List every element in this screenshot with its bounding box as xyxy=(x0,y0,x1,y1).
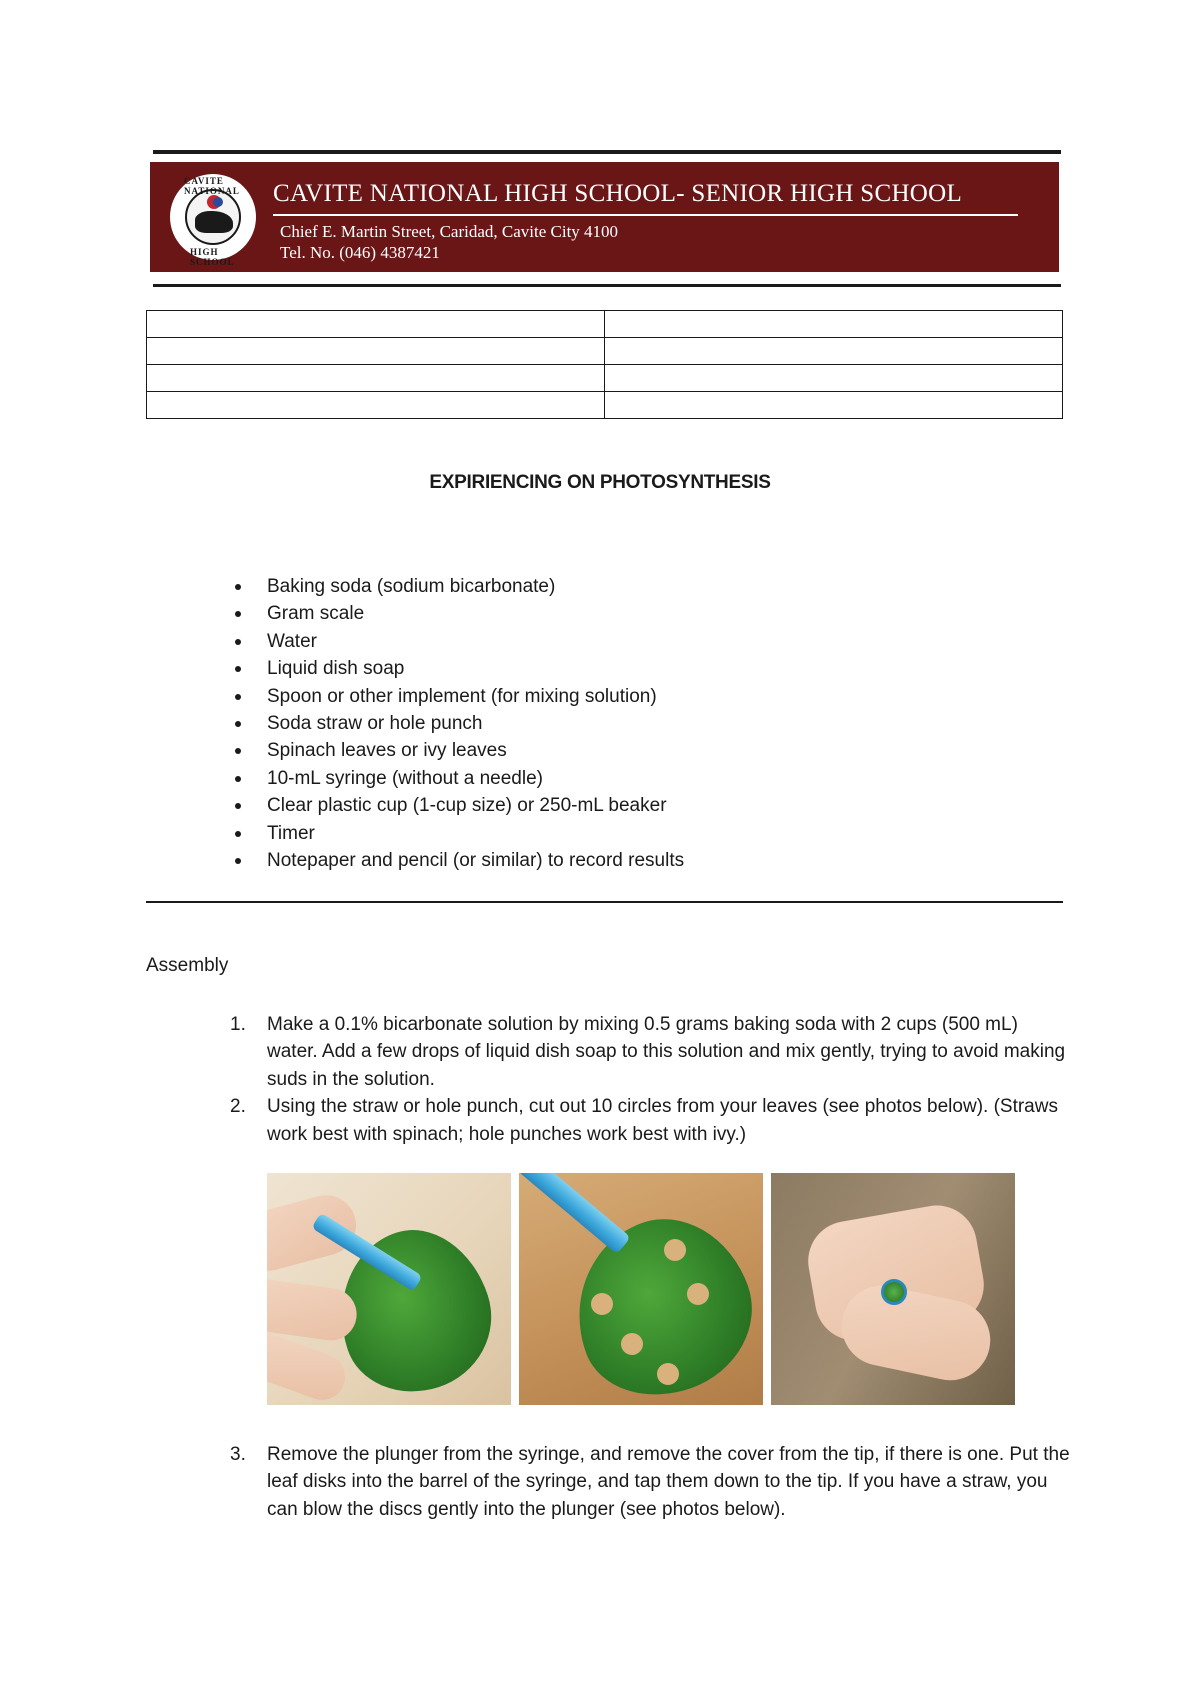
info-cell[interactable] xyxy=(147,338,605,365)
document-title: EXPIRIENCING ON PHOTOSYNTHESIS xyxy=(429,472,771,493)
step-number: 3. xyxy=(230,1444,246,1465)
list-item xyxy=(230,1093,1070,1148)
step-number: 1. xyxy=(230,1014,246,1035)
school-seal-icon xyxy=(170,174,256,267)
banner-rule xyxy=(273,214,1018,216)
photo-leaf-with-holes xyxy=(519,1173,763,1405)
table-row xyxy=(147,365,1063,392)
info-cell[interactable] xyxy=(605,392,1063,419)
school-telephone: Tel. No. (046) 4387421 xyxy=(280,243,440,262)
list-item: Liquid dish soap xyxy=(235,655,684,682)
list-item: Gram scale xyxy=(235,600,684,627)
school-address: Chief E. Martin Street, Caridad, Cavite City 4100 xyxy=(280,222,619,241)
list-item: Baking soda (sodium bicarbonate) xyxy=(235,573,684,600)
list-item: Notepaper and pencil (or similar) to record results xyxy=(235,847,684,874)
step-text: Remove the plunger from the syringe, and remove the cover from the tip, if there is one. Put the leaf disks into the barrel of the syringe, and tap them down to the tip. If you have a straw, you can blow the discs gently into the plunger (see photos below). xyxy=(267,1444,1070,1520)
info-cell[interactable] xyxy=(147,311,605,338)
photo-leaf-disc-on-finger xyxy=(771,1173,1015,1405)
photo-cutting-leaf-with-straw xyxy=(267,1173,511,1405)
header-top-rule xyxy=(153,150,1061,154)
info-cell[interactable] xyxy=(605,365,1063,392)
school-header-banner xyxy=(150,162,1059,272)
section-divider xyxy=(146,901,1063,903)
list-item: Spoon or other implement (for mixing solution) xyxy=(235,683,684,710)
assembly-steps xyxy=(230,1011,1070,1148)
info-cell[interactable] xyxy=(147,392,605,419)
step-text: Using the straw or hole punch, cut out 10 circles from your leaves (see photos below). (Straws work best with spinach; hole punches work best with ivy.) xyxy=(267,1096,1058,1145)
list-item: Soda straw or hole punch xyxy=(235,710,684,737)
step-text: Make a 0.1% bicarbonate solution by mixing 0.5 grams baking soda with 2 cups (500 mL) water. Add a few drops of liquid dish soap to this solution and mix gently, trying to avoid making suds in the solution. xyxy=(267,1014,1066,1090)
student-info-table xyxy=(146,310,1063,419)
list-item: Clear plastic cup (1-cup size) or 250-mL beaker xyxy=(235,792,684,819)
list-item xyxy=(230,1011,1070,1093)
list-item: Water xyxy=(235,628,684,655)
header-bottom-rule xyxy=(153,284,1061,287)
seal-text-top: CAVITE NATIONAL xyxy=(184,176,240,196)
assembly-steps-continued xyxy=(230,1441,1070,1523)
table-row xyxy=(147,338,1063,365)
step-number: 2. xyxy=(230,1096,246,1118)
info-cell[interactable] xyxy=(605,338,1063,365)
list-item xyxy=(230,1441,1070,1523)
info-cell[interactable] xyxy=(605,311,1063,338)
table-row xyxy=(147,392,1063,419)
assembly-heading: Assembly xyxy=(146,955,229,976)
info-cell[interactable] xyxy=(147,365,605,392)
seal-text-bottom: HIGH SCHOOL xyxy=(190,247,235,267)
list-item: Spinach leaves or ivy leaves xyxy=(235,737,684,764)
materials-list xyxy=(235,573,684,874)
table-row xyxy=(147,311,1063,338)
school-name: CAVITE NATIONAL HIGH SCHOOL- SENIOR HIGH SCHOOL xyxy=(273,180,963,207)
list-item: Timer xyxy=(235,820,684,847)
list-item: 10-mL syringe (without a needle) xyxy=(235,765,684,792)
